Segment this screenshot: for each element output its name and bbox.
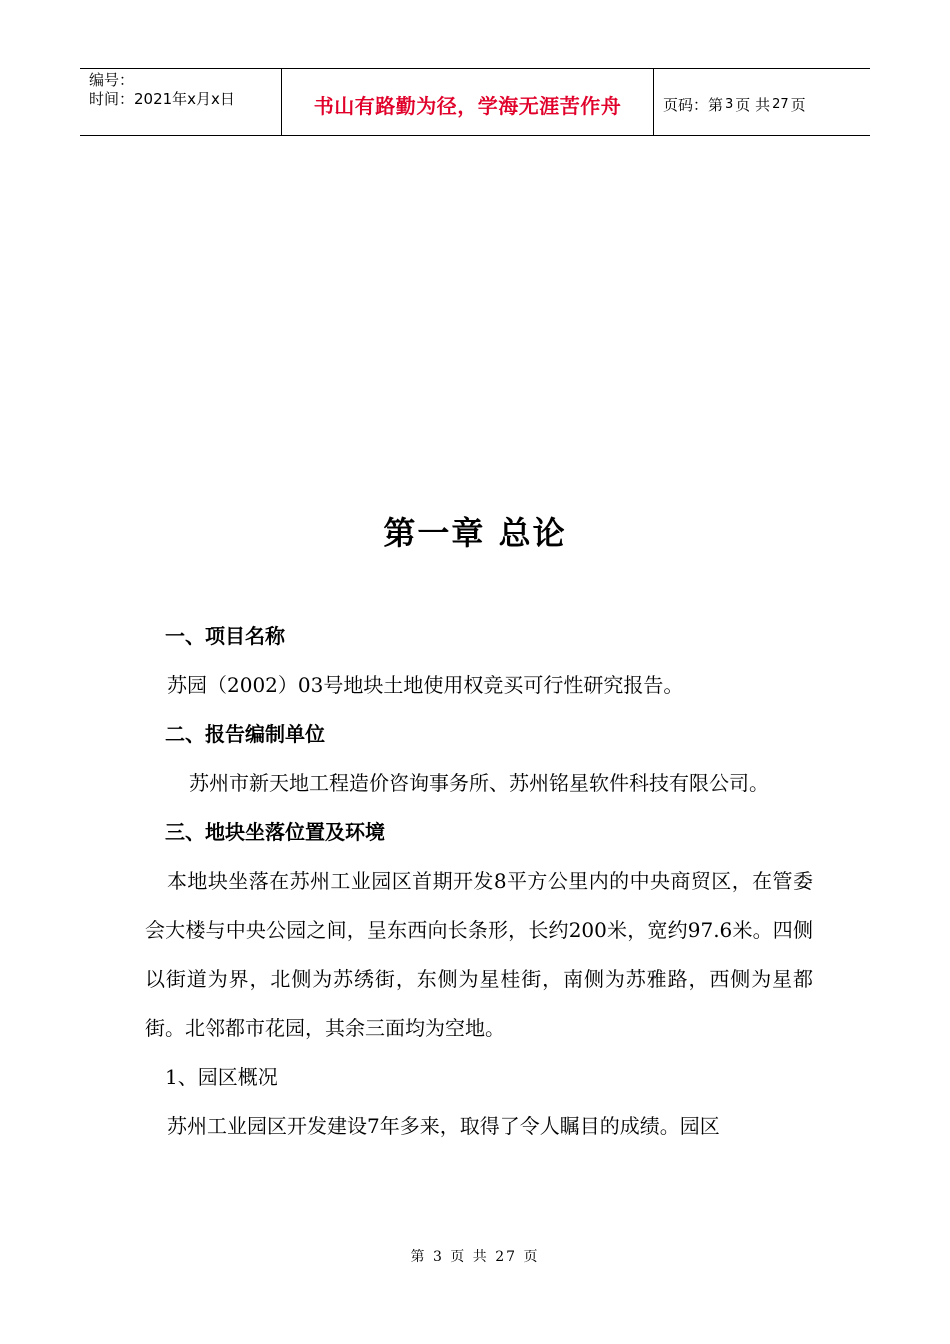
page-mid: 页 共: [735, 95, 771, 114]
subsection-heading-1: 1、园区概况: [165, 1065, 278, 1089]
page-header: [80, 68, 870, 136]
header-meta-cell: [80, 69, 282, 135]
motto-text: 书山有路勤为径，学海无涯苦作舟: [313, 93, 622, 118]
header-motto-cell: [282, 69, 654, 135]
header-page-cell: [654, 69, 870, 135]
number-label: 编号：: [89, 71, 135, 89]
chapter-title: 第一章 总论: [383, 514, 567, 552]
page-suffix: 页: [790, 95, 806, 114]
section-text-2: 苏州市新天地工程造价咨询事务所、苏州铭星软件科技有限公司。: [189, 771, 769, 795]
subsection-text-1: 苏州工业园区开发建设7年多来，取得了令人瞩目的成绩。园区: [167, 1114, 720, 1138]
page-total: 27: [772, 96, 789, 112]
section-heading-2: 二、报告编制单位: [165, 722, 325, 746]
time-label: 时间：2021年x月x日: [89, 90, 235, 108]
page-footer: 第 3 页 共 27 页: [410, 1249, 540, 1265]
section-text-3: 本地块坐落在苏州工业园区首期开发8平方公里内的中央商贸区，在管委会大楼与中央公园之间，呈东西向长条形，长约200米，宽约97.6米。四侧以街道为界，北侧为苏绣街，东侧为星桂街，南侧为苏雅路，西侧为星都街。北邻都市花园，其余三面均为空地。: [145, 869, 813, 1040]
page-current: 3: [725, 96, 734, 112]
document-body: [145, 612, 813, 1151]
section-heading-3: 三、地块坐落位置及环境: [165, 820, 385, 844]
section-text-1: 苏园（2002）03号地块土地使用权竞买可行性研究报告。: [167, 673, 684, 697]
section-heading-1: 一、项目名称: [165, 624, 285, 648]
page-prefix: 页码：第: [663, 95, 724, 114]
